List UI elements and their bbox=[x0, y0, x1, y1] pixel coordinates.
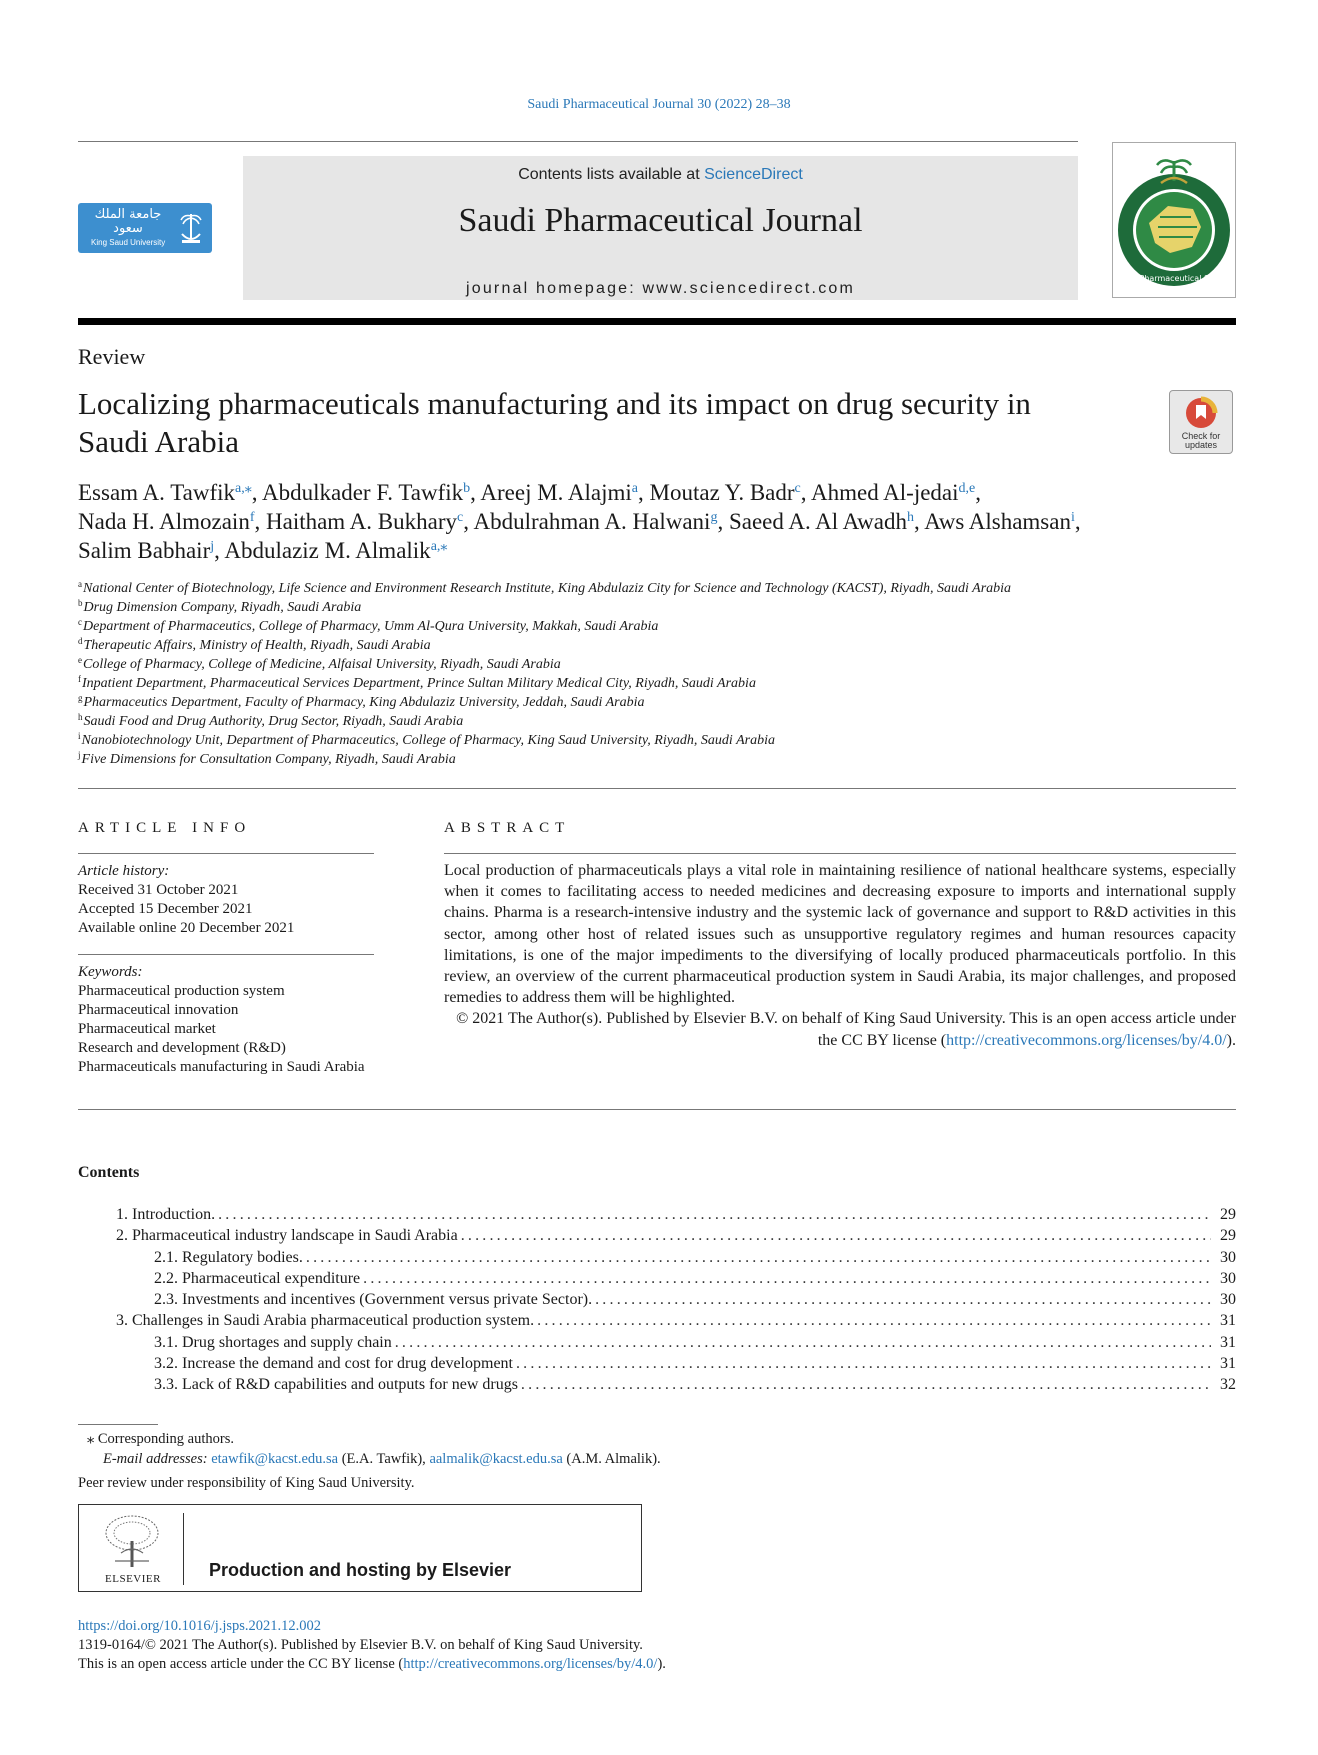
ksu-logo bbox=[78, 203, 212, 253]
author-name[interactable]: Salim Babhair bbox=[78, 538, 211, 563]
toc-item-label[interactable]: 2.2. Pharmaceutical expenditure bbox=[154, 1268, 360, 1289]
elsevier-logo-label: ELSEVIER bbox=[105, 1573, 161, 1585]
history-item: Received 31 October 2021 bbox=[78, 882, 239, 898]
sps-logo-box bbox=[1112, 142, 1236, 298]
affiliation-item bbox=[78, 617, 1238, 636]
publisher-divider bbox=[183, 1513, 184, 1585]
doi-license-link[interactable]: http://creativecommons.org/licenses/by/4.0/ bbox=[403, 1656, 658, 1672]
keyword-item: Pharmaceuticals manufacturing in Saudi Arabia bbox=[78, 1059, 365, 1075]
check-updates-label: Check for updates bbox=[1181, 431, 1221, 450]
toc-item-page: 29 bbox=[1220, 1227, 1236, 1245]
toc-item[interactable] bbox=[154, 1247, 1236, 1268]
doi-block bbox=[78, 1617, 666, 1674]
history-list bbox=[78, 881, 378, 938]
journal-banner bbox=[243, 156, 1078, 300]
license-prefix: This is an open access article under the CC BY license ( bbox=[78, 1656, 404, 1672]
keyword-list bbox=[78, 982, 378, 1077]
toc-leader-dots bbox=[595, 1289, 1211, 1310]
email-line bbox=[78, 1449, 978, 1469]
toc-item-page: 30 bbox=[1220, 1291, 1236, 1309]
license-link[interactable]: http://creativecommons.org/licenses/by/4.0/ bbox=[946, 1031, 1227, 1049]
info-rule-mid bbox=[78, 954, 374, 955]
license-line bbox=[78, 1655, 666, 1674]
affiliation-text: Department of Pharmaceutics, College of Pharmacy, Umm Al-Qura University, Makkah, Saudi Arabia bbox=[83, 619, 659, 634]
affiliation-item bbox=[78, 693, 1238, 712]
toc-item-page: 31 bbox=[1220, 1355, 1236, 1373]
affiliation-rule bbox=[78, 788, 1236, 789]
affiliation-text: Five Dimensions for Consultation Company, Riyadh, Saudi Arabia bbox=[81, 752, 456, 767]
history-label: Article history: bbox=[78, 863, 170, 879]
toc-item[interactable] bbox=[154, 1374, 1236, 1395]
toc-item-label[interactable]: 2.3. Investments and incentives (Government versus private Sector). bbox=[154, 1289, 592, 1310]
keywords-label: Keywords: bbox=[78, 964, 143, 980]
toc-item-page: 30 bbox=[1220, 1269, 1236, 1287]
keywords-block bbox=[78, 963, 378, 1077]
author-affiliation-mark[interactable]: c bbox=[457, 510, 464, 525]
production-hosting-label: Production and hosting by Elsevier bbox=[209, 1560, 512, 1580]
author-name[interactable]: Aws Alshamsan bbox=[924, 509, 1071, 534]
footnotes bbox=[78, 1429, 978, 1469]
author-affiliation-mark[interactable]: c bbox=[794, 481, 801, 496]
author-name[interactable]: Abdulkader F. Tawfik bbox=[262, 480, 464, 505]
author-affiliation-mark[interactable]: b bbox=[463, 481, 471, 496]
toc-item-label[interactable]: 3.2. Increase the demand and cost for drug development bbox=[154, 1353, 513, 1374]
affiliation-text: Therapeutic Affairs, Ministry of Health, Riyadh, Saudi Arabia bbox=[83, 638, 431, 653]
check-for-updates-button[interactable] bbox=[1169, 390, 1233, 454]
toc-leader-dots bbox=[395, 1332, 1211, 1353]
keyword-item: Pharmaceutical market bbox=[78, 1021, 216, 1037]
author-affiliation-mark[interactable]: h bbox=[906, 510, 914, 525]
license-suffix: ). bbox=[657, 1656, 666, 1672]
abstract-rule-top bbox=[444, 853, 1236, 854]
affiliation-key: d bbox=[78, 636, 83, 646]
author-affiliation-mark[interactable]: a bbox=[631, 481, 639, 496]
affiliations-list bbox=[78, 579, 1238, 769]
saudi-pharmaceutical-society-logo bbox=[1113, 143, 1235, 297]
affiliation-key: b bbox=[78, 598, 83, 608]
email1-owner: (E.A. Tawfik), bbox=[338, 1451, 430, 1467]
affiliation-text: National Center of Biotechnology, Life Science and Environment Research Institute, King Abdulaziz City for Science and Technology (KACST), Riyadh, Saudi Arabia bbox=[83, 581, 1012, 596]
author-name[interactable]: Saeed A. Al Awadh bbox=[728, 509, 907, 534]
author-list: Essam A. Tawfik$^{a,⁎}$, Abdulkader F. Tawfik$^b$, Areej M. Alajmi$^a$, Moutaz Y. Badr$^c$, Ahmed Al-jedai$^{d,e}$, Nada H. Almozain$^f$, Haitham A. Bukhary$^c$, Abdulrahman A. Halwani$^g$, Saeed A. Al Awadh$^h$, Aws Alshamsan$^i$, Salim Babhair$^j$, Abdulaziz M. Almalik$^{a,⁎}$ bbox=[78, 480, 1081, 563]
keyword-item: Research and development (R&D) bbox=[78, 1040, 286, 1056]
toc-item[interactable] bbox=[154, 1332, 1236, 1353]
affiliation-item bbox=[78, 598, 1238, 617]
toc-item[interactable] bbox=[116, 1225, 1236, 1246]
author-name[interactable]: Areej M. Alajmi bbox=[480, 480, 632, 505]
ksu-logo-arabic: جامعة الملك سعود bbox=[94, 207, 162, 236]
author-affiliation-mark[interactable]: a,⁎ bbox=[430, 539, 448, 554]
email-label: E-mail addresses: bbox=[103, 1451, 208, 1467]
footnote-rule bbox=[78, 1424, 158, 1425]
abstract-copyright bbox=[444, 1008, 1236, 1050]
toc-item[interactable] bbox=[116, 1204, 1236, 1225]
affiliation-key: j bbox=[78, 750, 81, 760]
abstract-rule-bottom bbox=[78, 1109, 1236, 1110]
affiliation-item bbox=[78, 655, 1238, 674]
abstract-text: Local production of pharmaceuticals plays a vital role in maintaining resilience of national healthcare systems, especially when it comes to facilitating access to needed medicines and decreasing exposure to imports and international supply chains. Pharma is a research-intensive industry and the systemic lack of governance and support to R&D activities in this sector, among other host of related issues such as unsupportive regulatory regimes and human resources capacity limitations, is one of the major impediments to the diversifying of locally produced pharmaceuticals portfolio. In this review, an overview of the current pharmaceutical production system in Saudi Arabia, its major challenges, and proposed remedies to address them will be highlighted. bbox=[444, 862, 1236, 1007]
table-of-contents bbox=[116, 1204, 1236, 1396]
email-link-almalik[interactable]: aalmalik@kacst.edu.sa bbox=[429, 1451, 563, 1467]
toc-leader-dots bbox=[516, 1353, 1211, 1374]
toc-leader-dots bbox=[306, 1247, 1211, 1268]
toc-item-label[interactable]: 3.3. Lack of R&D capabilities and outputs for new drugs bbox=[154, 1374, 518, 1395]
article-type: Review bbox=[78, 344, 146, 369]
toc-item-label[interactable]: 3.1. Drug shortages and supply chain bbox=[154, 1332, 392, 1353]
toc-item-page: 29 bbox=[1220, 1206, 1236, 1223]
author-name[interactable]: Moutaz Y. Badr bbox=[649, 480, 795, 505]
author-name[interactable]: Ahmed Al-jedai bbox=[810, 480, 959, 505]
doi-link[interactable]: https://doi.org/10.1016/j.jsps.2021.12.002 bbox=[78, 1618, 322, 1634]
affiliation-text: Saudi Food and Drug Authority, Drug Sector, Riyadh, Saudi Arabia bbox=[83, 714, 464, 729]
affiliation-text: Pharmaceutics Department, Faculty of Pharmacy, King Abdulaziz University, Jeddah, Saudi Arabia bbox=[83, 695, 645, 710]
author-affiliation-mark[interactable]: i bbox=[1070, 510, 1075, 525]
affiliation-key: a bbox=[78, 579, 82, 589]
history-item: Available online 20 December 2021 bbox=[78, 920, 295, 936]
journal-name: Saudi Pharmaceutical Journal bbox=[458, 202, 863, 239]
contents-title: Contents bbox=[78, 1164, 140, 1181]
email2-owner: (A.M. Almalik). bbox=[562, 1451, 661, 1467]
toc-item-label[interactable]: 3. Challenges in Saudi Arabia pharmaceutical production system. bbox=[116, 1310, 534, 1331]
banner-thick-rule bbox=[78, 318, 1236, 325]
abstract-heading: ABSTRACT bbox=[444, 820, 571, 836]
keyword-item: Pharmaceutical production system bbox=[78, 983, 285, 999]
info-rule-top bbox=[78, 853, 374, 854]
author-name[interactable]: Essam A. Tawfik bbox=[78, 480, 236, 505]
author-affiliation-mark[interactable]: d,e bbox=[958, 481, 976, 496]
toc-leader-dots bbox=[521, 1374, 1211, 1395]
journal-homepage[interactable]: journal homepage: www.sciencedirect.com bbox=[465, 280, 856, 297]
toc-item[interactable] bbox=[116, 1310, 1236, 1331]
affiliation-item bbox=[78, 674, 1238, 693]
email-link-tawfik[interactable]: etawfik@kacst.edu.sa bbox=[211, 1451, 339, 1467]
author-affiliation-mark[interactable]: f bbox=[249, 510, 255, 525]
keyword-item: Pharmaceutical innovation bbox=[78, 1002, 239, 1018]
issn-line: 1319-0164/© 2021 The Author(s). Published by Elsevier B.V. on behalf of King Saud University. bbox=[78, 1637, 643, 1653]
affiliation-item bbox=[78, 579, 1238, 598]
author-affiliation-mark[interactable]: a,⁎ bbox=[235, 481, 252, 496]
copyright-text: © 2021 The Author(s). Published by Elsevier B.V. on behalf of King Saud University. This is an open access article under the CC BY license ( bbox=[456, 1010, 1236, 1049]
article-title: Localizing pharmaceuticals manufacturing and its impact on drug security in Saudi Arabia bbox=[78, 386, 1031, 459]
toc-leader-dots bbox=[218, 1204, 1211, 1225]
article-history bbox=[78, 862, 378, 938]
journal-citation[interactable]: Saudi Pharmaceutical Journal 30 (2022) 28–38 bbox=[527, 97, 791, 112]
affiliation-key: h bbox=[78, 712, 83, 722]
check-updates-icon bbox=[1170, 393, 1232, 433]
toc-leader-dots bbox=[537, 1310, 1211, 1331]
toc-item-label[interactable]: 1. Introduction. bbox=[116, 1204, 215, 1225]
author-name[interactable]: Abdulrahman A. Halwani bbox=[473, 509, 711, 534]
affiliation-key: g bbox=[78, 693, 83, 703]
history-item: Accepted 15 December 2021 bbox=[78, 901, 253, 917]
corresponding-note: ⁎ Corresponding authors. bbox=[87, 1431, 234, 1447]
palm-crest-icon bbox=[176, 210, 206, 246]
author-name[interactable]: Nada H. Almozain bbox=[78, 509, 250, 534]
sps-logo-text: Saudi Pharmaceutical Society bbox=[1114, 274, 1234, 283]
toc-item-label[interactable]: 2.1. Regulatory bodies. bbox=[154, 1247, 303, 1268]
affiliation-item bbox=[78, 636, 1238, 655]
contents-available bbox=[243, 166, 1078, 184]
affiliation-key: f bbox=[78, 674, 81, 684]
elsevier-tree-icon bbox=[101, 1513, 163, 1569]
toc-item-page: 31 bbox=[1220, 1312, 1236, 1330]
affiliation-key: e bbox=[78, 655, 82, 665]
affiliation-text: Drug Dimension Company, Riyadh, Saudi Arabia bbox=[83, 600, 362, 615]
affiliation-item bbox=[78, 750, 1238, 769]
author-name[interactable]: Haitham A. Bukhary bbox=[266, 509, 457, 534]
author-name[interactable]: Abdulaziz M. Almalik bbox=[224, 538, 431, 563]
affiliation-text: College of Pharmacy, College of Medicine, Alfaisal University, Riyadh, Saudi Arabia bbox=[83, 657, 561, 672]
header-rule bbox=[78, 141, 1078, 142]
toc-item[interactable] bbox=[154, 1268, 1236, 1289]
author-affiliation-mark[interactable]: g bbox=[710, 510, 718, 525]
copyright-end: ). bbox=[1226, 1031, 1236, 1049]
toc-item[interactable] bbox=[154, 1353, 1236, 1374]
toc-item-label[interactable]: 2. Pharmaceutical industry landscape in Saudi Arabia bbox=[116, 1225, 458, 1246]
affiliation-item bbox=[78, 712, 1238, 731]
ksu-logo-english: King Saud University bbox=[91, 238, 166, 247]
toc-leader-dots bbox=[363, 1268, 1211, 1289]
sciencedirect-link[interactable]: ScienceDirect bbox=[704, 166, 803, 183]
affiliation-text: Nanobiotechnology Unit, Department of Pharmaceutics, College of Pharmacy, King Saud University, Riyadh, Saudi Arabia bbox=[81, 733, 775, 748]
contents-prefix: Contents lists available at bbox=[518, 166, 705, 183]
author-affiliation-mark[interactable]: j bbox=[210, 539, 215, 554]
article-info-heading: ARTICLE INFO bbox=[78, 820, 252, 836]
affiliation-key: c bbox=[78, 617, 82, 627]
abstract-body bbox=[444, 860, 1236, 1051]
toc-item-page: 30 bbox=[1220, 1248, 1236, 1266]
peer-review-note: Peer review under responsibility of King Saud University. bbox=[78, 1475, 415, 1491]
affiliation-key: i bbox=[78, 731, 81, 741]
affiliation-text: Inpatient Department, Pharmaceutical Services Department, Prince Sultan Military Medical City, Riyadh, Saudi Arabia bbox=[82, 676, 756, 691]
affiliation-item bbox=[78, 731, 1238, 750]
publisher-box bbox=[78, 1504, 642, 1592]
toc-item-page: 32 bbox=[1220, 1376, 1236, 1394]
toc-leader-dots bbox=[461, 1225, 1211, 1246]
toc-item[interactable] bbox=[154, 1289, 1236, 1310]
toc-item-page: 31 bbox=[1220, 1333, 1236, 1351]
